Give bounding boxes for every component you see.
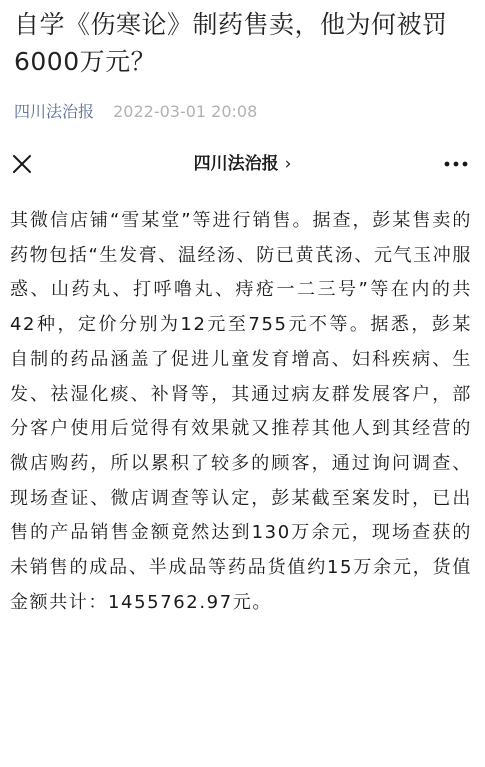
account-name-button[interactable] [173,151,313,177]
account-topbar [0,144,485,184]
close-button[interactable] [8,150,36,178]
publish-time: 2022-03-01 20:08 [113,102,258,121]
account-name: 四川法治报 [193,154,279,174]
chevron-right-icon: › [284,154,292,174]
source-link[interactable]: 四川法治报 [14,102,95,121]
close-icon [8,150,36,178]
more-dots-icon [441,152,471,176]
article-meta [14,100,257,124]
more-button[interactable] [441,152,471,176]
article-title: 自学《伤寒论》制药售卖，他为何被罚6000万元？ [14,10,448,76]
body-paragraph: 其微信店铺“雪某堂”等进行销售。据查，彭某售卖的药物包括“生发膏、温经汤、防已黄芪汤、元气玉冲服惑、山药丸、打呼噜丸、痔疮一二三号”等在内的共42种，定价分别为12元至755元不等。据悉，彭某自制的药品涵盖了促进儿童发育增高、妇科疾病、生发、祛湿化痰、补肾等，其通过病友群发展客户，部分客户使用后觉得有效果就又推荐其他人到其经营的微店购药，所以累积了较多的顾客，通过询问调查、现场查证、微店调查等认定，彭某截至案发时，已出售的产品销售金额竟然达到130万余元，现场查获的未销售的成品、半成品等药品货值约15万余元，货值金额共计：1455762.97元。 [10,210,472,613]
article-body [10,204,472,620]
